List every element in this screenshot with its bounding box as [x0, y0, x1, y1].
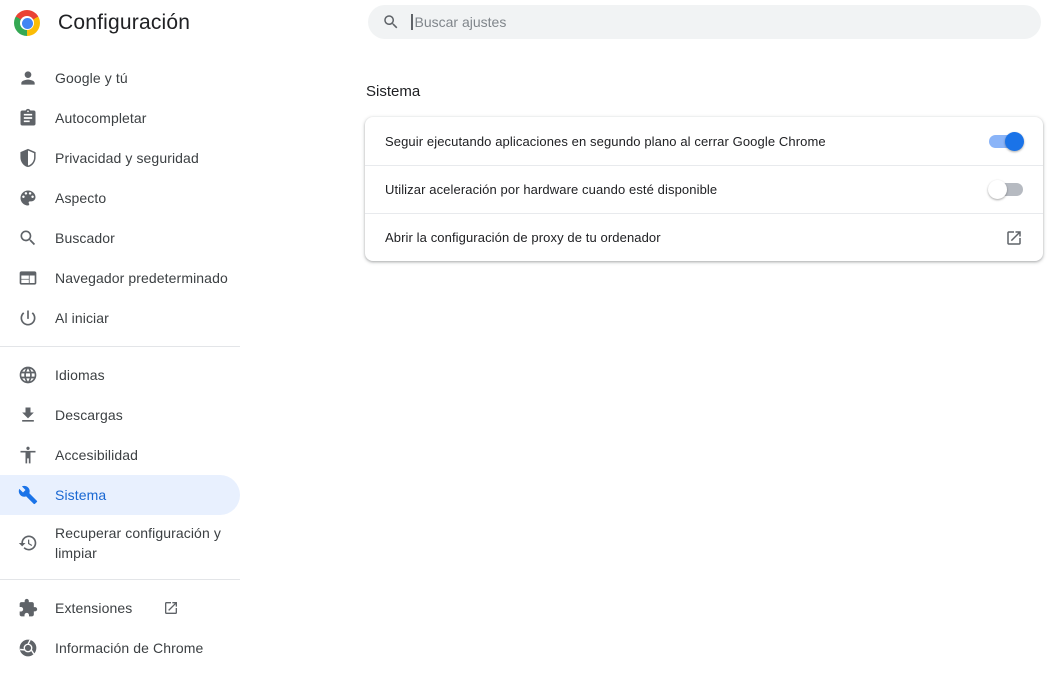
accessibility-icon [18, 445, 38, 465]
sidebar-item-label: Aspecto [55, 190, 107, 206]
sidebar-item-buscador[interactable] [0, 218, 240, 258]
download-icon [18, 405, 38, 425]
history-icon [18, 533, 38, 553]
sidebar-item-accesibilidad[interactable] [0, 435, 240, 475]
sidebar-divider [0, 346, 240, 347]
chrome-gray-icon [18, 638, 38, 658]
chrome-logo-icon [14, 10, 40, 36]
toggle-background-apps[interactable] [989, 135, 1023, 148]
sidebar-divider [0, 579, 240, 580]
sidebar [0, 0, 240, 682]
setting-row-hardware-acceleration[interactable] [365, 165, 1043, 213]
sidebar-item-label: Navegador predeterminado [55, 270, 228, 286]
sidebar-item-label: Descargas [55, 407, 123, 423]
toggle-hardware-acceleration[interactable] [989, 183, 1023, 196]
sidebar-item-descargas[interactable] [0, 395, 240, 435]
sidebar-item-autocompletar[interactable] [0, 98, 240, 138]
sidebar-item-recuperar-configuracion[interactable] [0, 515, 240, 571]
setting-label: Seguir ejecutando aplicaciones en segundo plano al cerrar Google Chrome [385, 133, 826, 149]
setting-label: Abrir la configuración de proxy de tu ordenador [385, 230, 661, 245]
search-icon [18, 228, 38, 248]
setting-row-proxy-settings[interactable] [365, 213, 1043, 261]
open-in-new-icon [163, 600, 179, 616]
puzzle-icon [18, 598, 38, 618]
sidebar-item-navegador-predeterminado[interactable] [0, 258, 240, 298]
setting-label: Utilizar aceleración por hardware cuando esté disponible [385, 182, 718, 197]
page-title: Configuración [58, 11, 191, 34]
search-bar[interactable] [368, 5, 1041, 39]
sidebar-item-sistema[interactable] [0, 475, 240, 515]
sidebar-item-label: Accesibilidad [55, 447, 139, 463]
sidebar-item-label: Google y tú [55, 70, 128, 86]
toggle-knob [1005, 132, 1024, 151]
setting-row-background-apps[interactable] [365, 117, 1043, 165]
search-input[interactable] [413, 5, 1042, 39]
search-icon [382, 13, 400, 31]
clipboard-icon [18, 108, 38, 128]
sidebar-item-label: Privacidad y seguridad [55, 150, 199, 166]
open-in-new-icon[interactable] [1005, 229, 1023, 247]
sidebar-item-google-y-tu[interactable] [0, 58, 240, 98]
sidebar-item-informacion-de-chrome[interactable] [0, 628, 240, 668]
section-title: Sistema [366, 83, 421, 100]
sidebar-item-extensiones[interactable] [0, 588, 240, 628]
browser-window-icon [18, 268, 38, 288]
palette-icon [18, 188, 38, 208]
sidebar-item-label: Autocompletar [55, 110, 147, 126]
sidebar-item-label: Sistema [55, 487, 107, 503]
sidebar-item-privacidad[interactable] [0, 138, 240, 178]
sidebar-item-label: Extensiones [55, 600, 133, 616]
wrench-icon [18, 485, 38, 505]
shield-icon [18, 148, 38, 168]
sidebar-item-idiomas[interactable] [0, 355, 240, 395]
sidebar-header [0, 0, 240, 58]
sidebar-item-label: Idiomas [55, 367, 105, 383]
sidebar-item-label: Información de Chrome [55, 640, 204, 656]
power-icon [18, 308, 38, 328]
sidebar-item-aspecto[interactable] [0, 178, 240, 218]
sidebar-nav [0, 58, 240, 668]
sidebar-item-label: Al iniciar [55, 310, 109, 326]
settings-card [365, 117, 1043, 261]
sidebar-item-label: Buscador [55, 230, 115, 246]
person-icon [18, 68, 38, 88]
globe-icon [18, 365, 38, 385]
toggle-knob [988, 180, 1007, 199]
main-content [365, 0, 1043, 261]
sidebar-item-label: Recuperar configuración y limpiar [55, 525, 221, 561]
sidebar-item-al-iniciar[interactable] [0, 298, 240, 338]
